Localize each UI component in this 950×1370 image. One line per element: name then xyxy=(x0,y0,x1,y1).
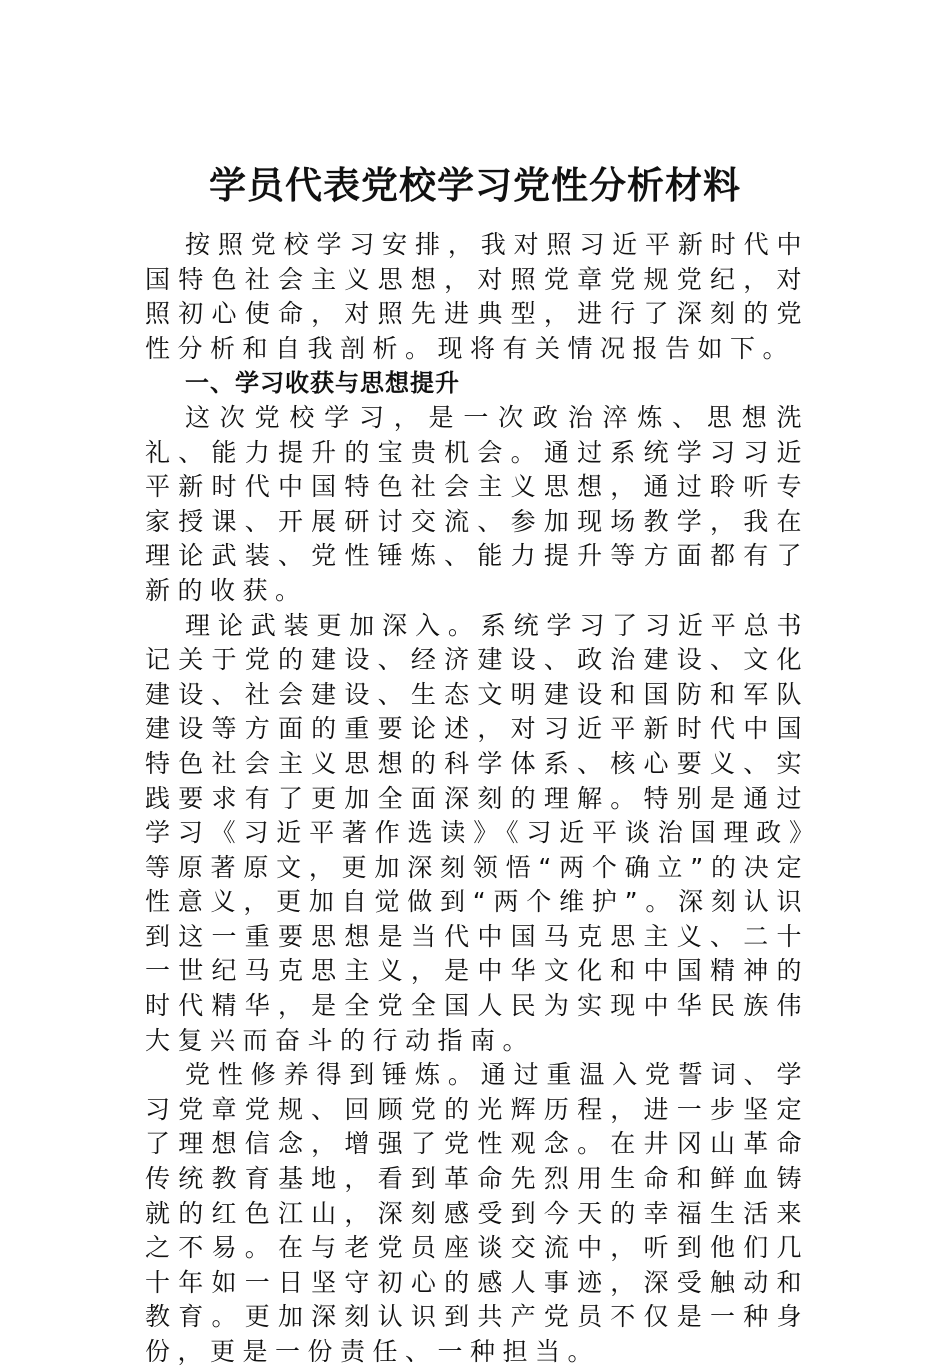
body-paragraph: 这次党校学习，是一次政治淬炼、思想洗礼、能力提升的宝贵机会。通过系统学习习近平新时代中国特色社会主义思想，通过聆听专家授课、开展研讨交流、参加现场教学，我在理论武装、党性锤炼、能力提升等方面都有了新的收获。 xyxy=(145,402,809,605)
document-body xyxy=(145,228,809,1370)
intro-paragraph: 按照党校学习安排，我对照习近平新时代中国特色社会主义思想，对照党章党规党纪，对照初心使命，对照先进典型，进行了深刻的党性分析和自我剖析。现将有关情况报告如下。 xyxy=(145,230,809,363)
body-paragraph: 党性修养得到锤炼。通过重温入党誓词、学习党章党规、回顾党的光辉历程，进一步坚定了理想信念，增强了党性观念。在井冈山革命传统教育基地，看到革命先烈用生命和鲜血铸就的红色江山，深刻感受到今天的幸福生活来之不易。在与老党员座谈交流中，听到他们几十年如一日坚守初心的感人事迹，深受触动和教育。更加深刻认识到共产党员不仅是一种身份，更是一份责任、一种担当。 xyxy=(145,1060,809,1366)
body-paragraph: 理论武装更加深入。系统学习了习近平总书记关于党的建设、经济建设、政治建设、文化建设、社会建设、生态文明建设和国防和军队建设等方面的重要论述，对习近平新时代中国特色社会主义思想的科学体系、核心要义、实践要求有了更加全面深刻的理解。特别是通过学习《习近平著作选读》《习近平谈治国理政》等原著原文，更加深刻领悟“两个确立”的决定性意义，更加自觉做到“两个维护”。深刻认识到这一重要思想是当代中国马克思主义、二十一世纪马克思主义，是中华文化和中国精神的时代精华，是全党全国人民为实现中华民族伟大复兴而奋斗的行动指南。 xyxy=(145,610,809,1055)
section-heading: 一、学习收获与思想提升 xyxy=(185,369,460,398)
document-title: 学员代表党校学习党性分析材料 xyxy=(209,163,741,207)
